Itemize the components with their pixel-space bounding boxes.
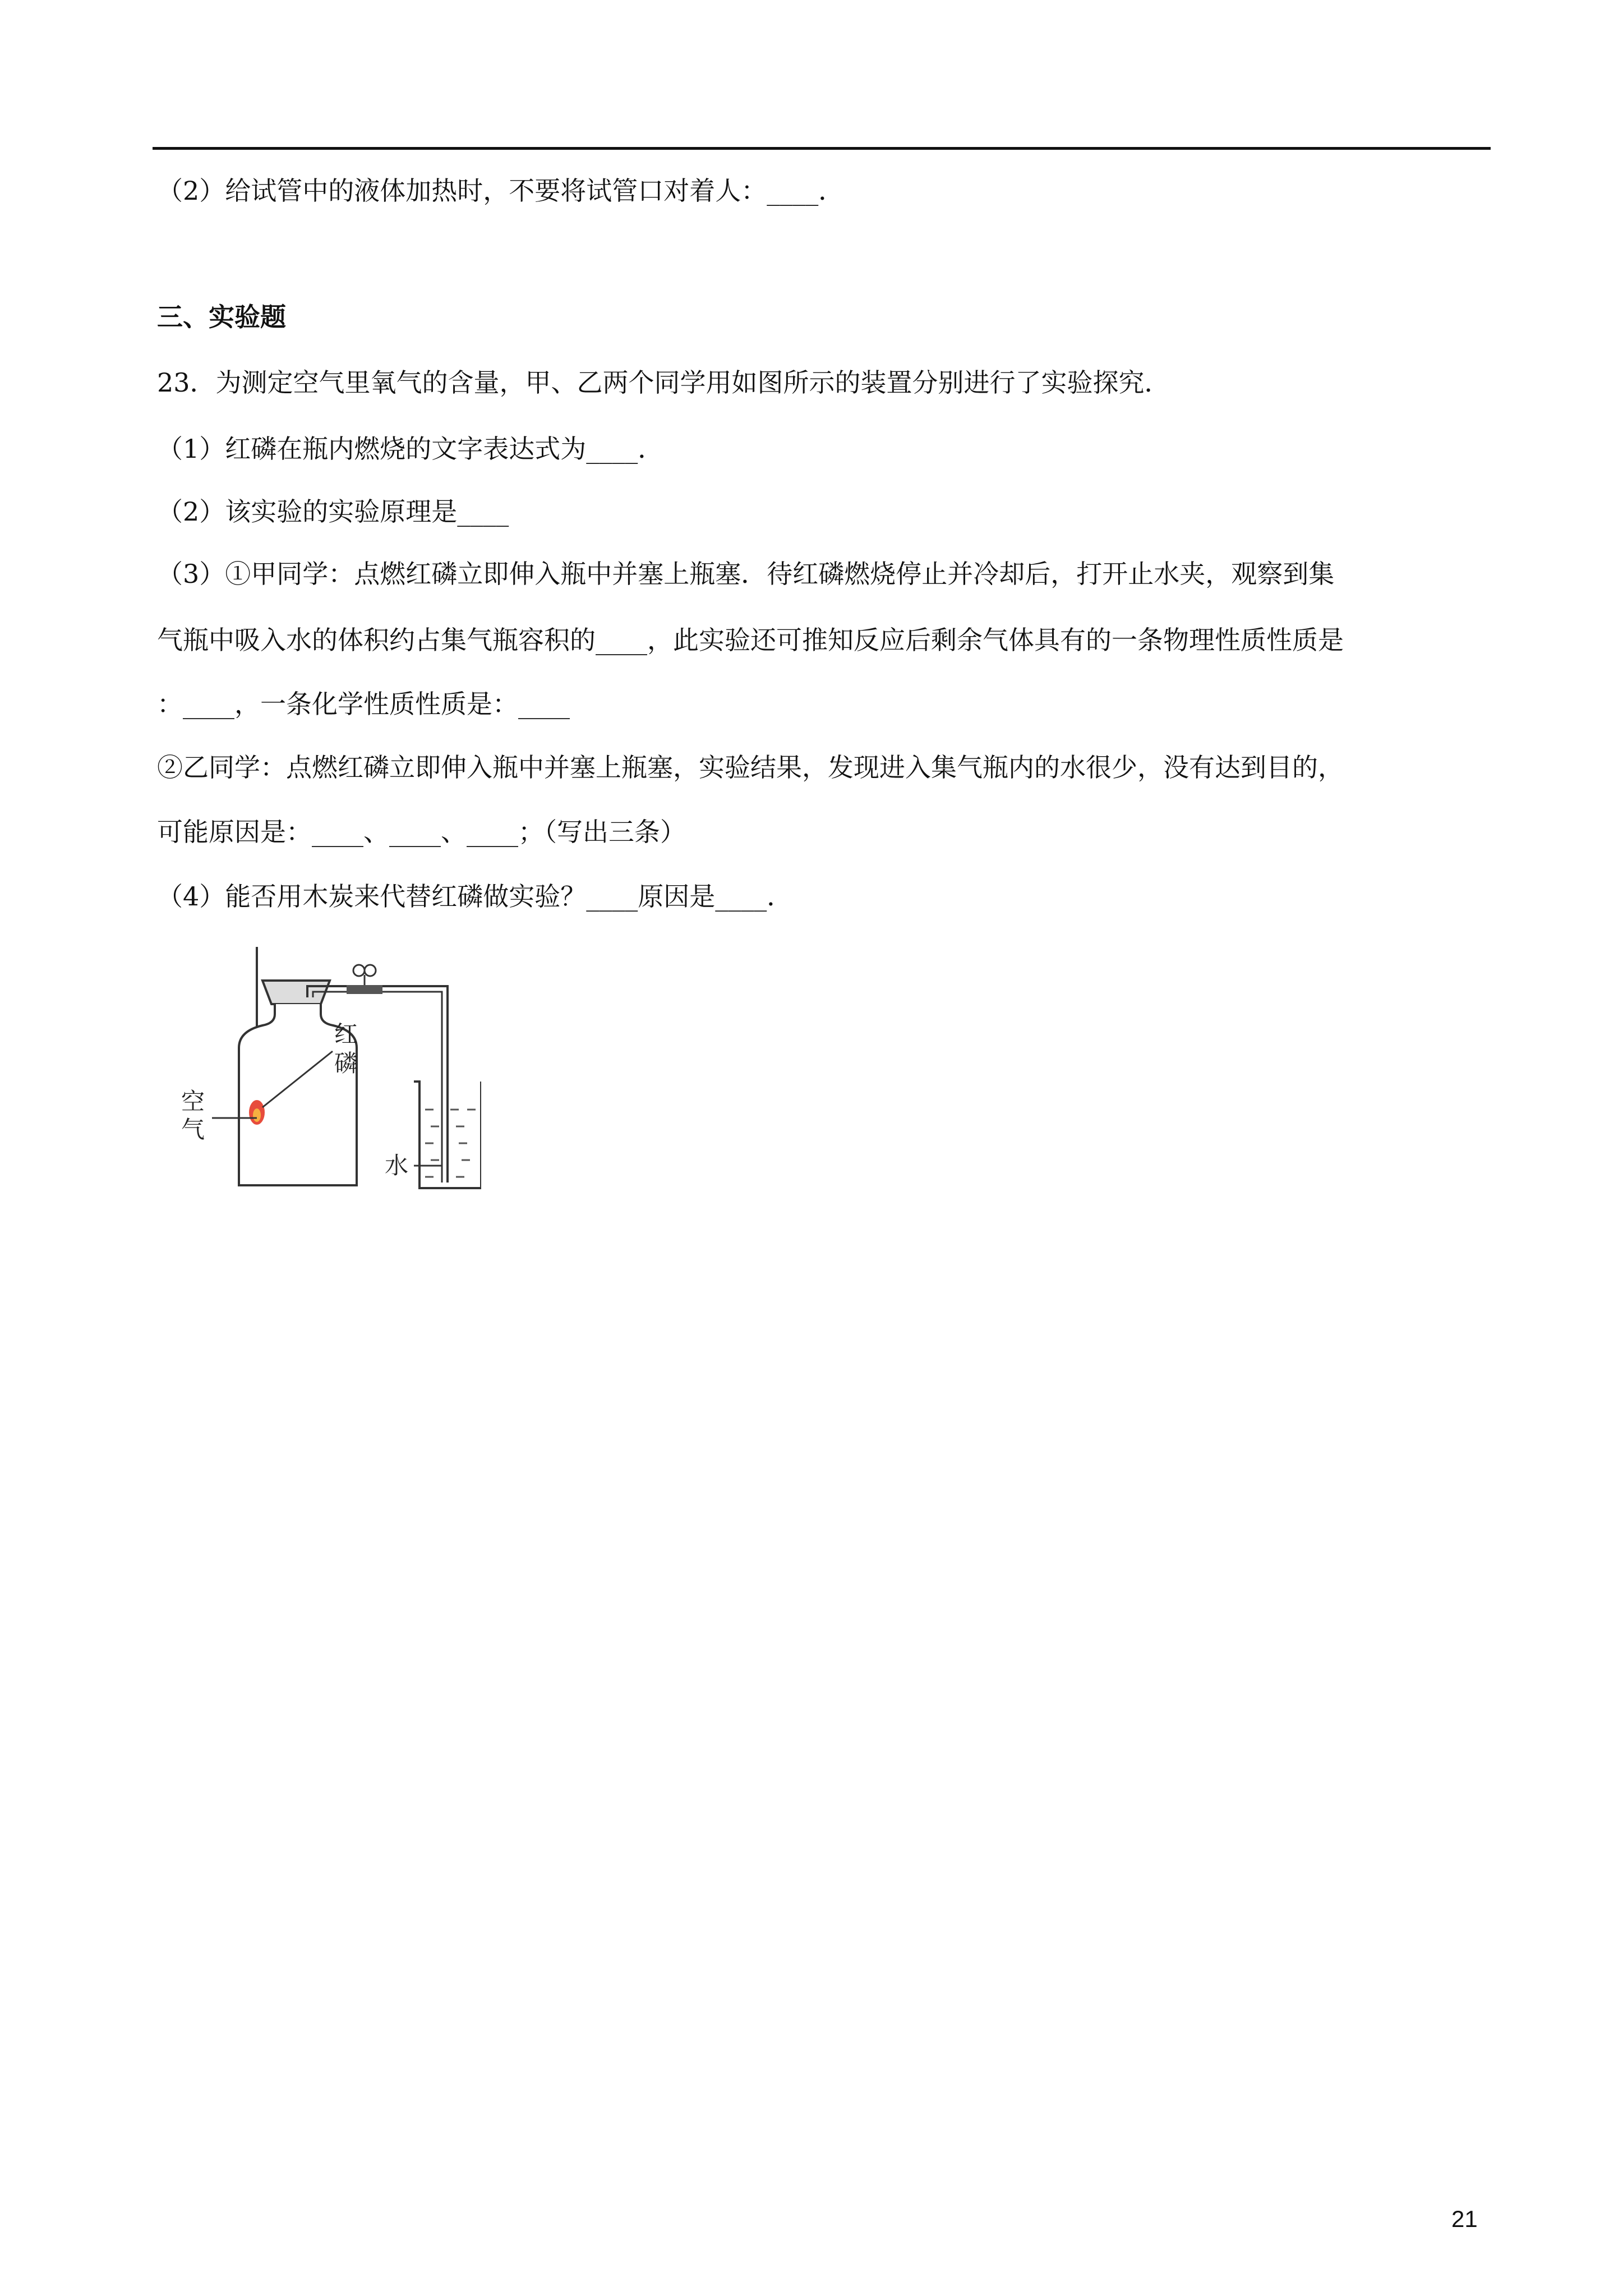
section-heading: 三、实验题 [157, 302, 286, 332]
label-air-1: 空 [181, 1088, 205, 1115]
label-phosphorus-1: 红 [334, 1020, 358, 1048]
page-number: 21 [1451, 2206, 1478, 2232]
label-phosphorus-2: 磷 [334, 1050, 358, 1077]
clamp-icon [347, 965, 382, 994]
label-air-2: 气 [181, 1116, 205, 1143]
question-stem: 23．为测定空气里氧气的含量，甲、乙两个同学用如图所示的装置分别进行了实验探究． [157, 367, 1170, 398]
question-part-3-line-2: 气瓶中吸入水的体积约占集气瓶容积的____，此实验还可推知反应后剩余气体具有的一条物理性质性质是 [157, 625, 1344, 655]
apparatus-figure [178, 941, 481, 1202]
question-part-4: （4）能否用木炭来代替红磷做实验？____原因是____． [157, 881, 793, 912]
question-part-1: （1）红磷在瓶内燃烧的文字表达式为____． [157, 434, 664, 464]
question-part-3b-line-2: 可能原因是：____、____、____；（写出三条） [157, 817, 686, 847]
question-part-3-line-3: ：____，一条化学性质性质是：____ [157, 689, 570, 719]
prev-question-item: （2）给试管中的液体加热时，不要将试管口对着人：____． [157, 176, 845, 206]
question-part-3b-line-1: ②乙同学：点燃红磷立即伸入瓶中并塞上瓶塞，实验结果，发现进入集气瓶内的水很少，没有达到目的， [157, 752, 1344, 783]
flame-icon [249, 1100, 265, 1125]
question-part-2: （2）该实验的实验原理是____ [157, 496, 509, 527]
water-surface [425, 1110, 476, 1177]
header-rule [153, 147, 1491, 150]
label-water: 水 [385, 1152, 409, 1179]
question-part-3-line-1: （3）①甲同学：点燃红磷立即伸入瓶中并塞上瓶塞．待红磷燃烧停止并冷却后，打开止水夹，观察到集 [157, 559, 1335, 589]
